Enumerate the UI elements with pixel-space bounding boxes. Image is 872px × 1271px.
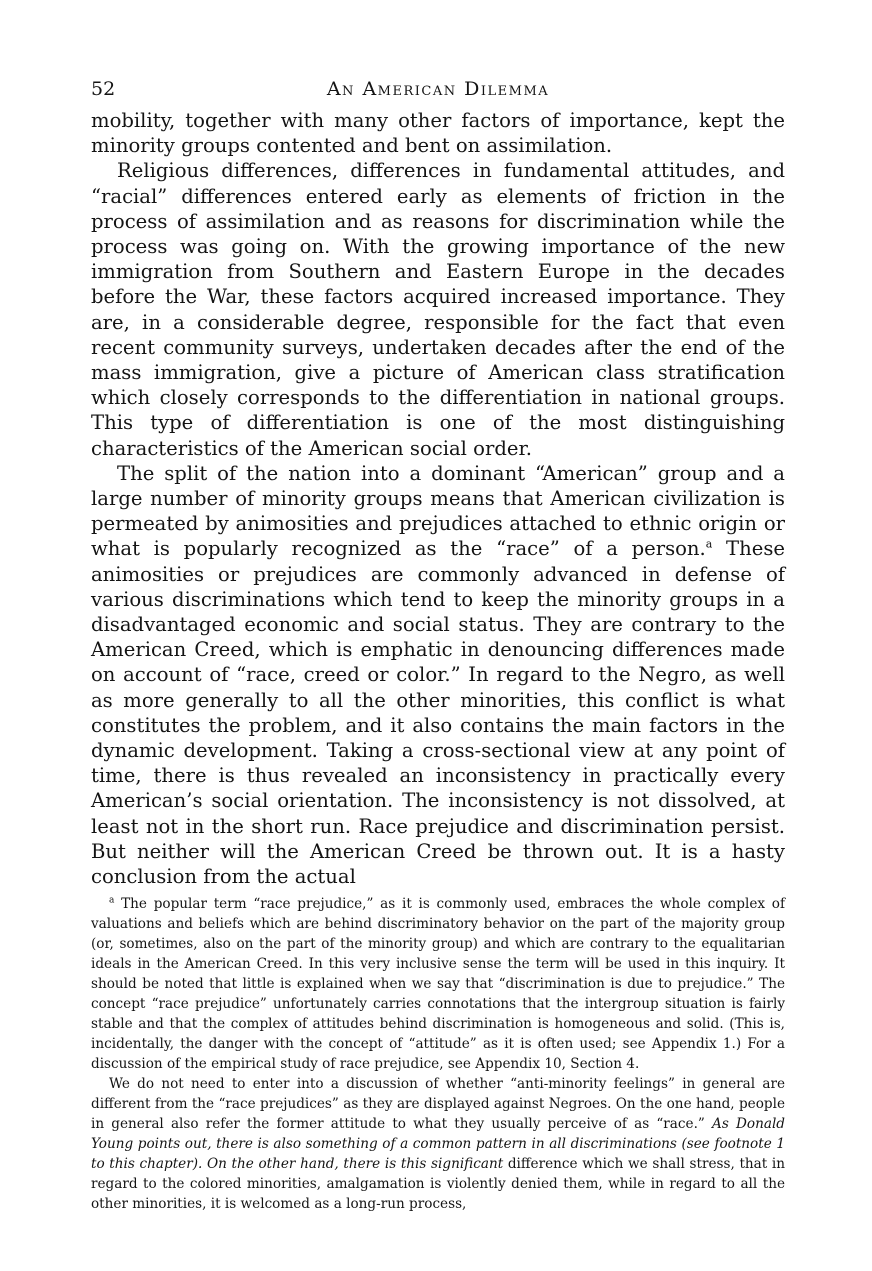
footnote-a [91, 894, 785, 1074]
footnote-text: difference which we shall stress, that in regard to the colored minorities, amalgamation is violently denied them, while in regard to all the other minorities, it is welcomed as a long-run process, [91, 1156, 786, 1213]
footnote-a-continued [91, 1074, 785, 1214]
paragraph-continued: mobility, together with many other factors of importance, kept the minority groups contented and bent on assimilation. [91, 109, 785, 158]
paragraph-text: The split of the nation into a dominant “American” group and a large number of minority groups means that American civilization is permeated by animosities and prejudices attached to ethnic origin or what is popularly recognized as the “race” of a person. [91, 461, 785, 561]
page-number: 52 [91, 78, 116, 100]
footnote-marker: a [109, 895, 115, 906]
footnotes [91, 894, 785, 1214]
footnote-reference: a [705, 537, 713, 551]
body-text [91, 108, 785, 889]
book-title: An American Dilemma [326, 78, 550, 100]
book-page [91, 78, 785, 1214]
paragraph-split-of-nation [91, 461, 785, 889]
paragraph-text: These animosities or prejudices are commonly advanced in defense of various discriminations which tend to keep the minority groups in a disadvantaged economic and social status. They are contrary to the American Creed, which is emphatic in denouncing differences made on account of “race, creed or color.” In regard to the Negro, as well as more generally to all the other minorities, this conflict is what constitutes the problem, and it also contains the main factors in the dynamic development. Taking a cross-sectional view at any point of time, there is thus revealed an inconsistency in practically every American’s social orientation. The inconsistency is not dissolved, at least not in the short run. Race prejudice and discrimination persist. But neither will the American Creed be thrown out. It is a hasty conclusion from the actual [91, 537, 785, 889]
paragraph-religious-differences: Religious differences, differences in fundamental attitudes, and “racial” differences entered early as elements of friction in the process of assimilation and as reasons for discrimination while the process was going on. With the growing importance of the new immigration from Southern and Eastern Europe in the decades before the War, these factors acquired increased importance. They are, in a considerable degree, responsible for the fact that even recent community surveys, undertaken decades after the end of the mass immigration, give a picture of American class stratification which closely corresponds to the differentiation in national groups. This type of differentiation is one of the most distinguishing characteristics of the American social order. [91, 159, 785, 460]
footnote-italic-text: As Donald Young points out, there is also something of a common pattern in all discriminations (see footnote 1 to this chapter). On the other hand, there is this significant [91, 1116, 785, 1173]
footnote-text: The popular term “race prejudice,” as it is commonly used, embraces the whole complex of valuations and beliefs which are behind discriminatory behavior on the part of the majority group (or, sometimes, also on the part of the minority group) and which are contrary to the equalitarian ideals in the American Creed. In this very inclusive sense the term will be used in this inquiry. It should be noted that little is explained when we say that “discrimination is due to prejudice.” The concept “race prejudice” unfortunately carries connotations that the intergroup situation is fairly stable and that the complex of attitudes behind discrimination is homogeneous and solid. (This is, incidentally, the danger with the concept of “attitude” as it is often used; see Appendix 1.) For a discussion of the empirical study of race prejudice, see Appendix 10, Section 4. [91, 896, 786, 1073]
running-head [91, 78, 785, 108]
footnote-text: We do not need to enter into a discussion of whether “anti-minority feelings” in general are different from the “race prejudices” as they are displayed against Negroes. On the one hand, people in general also refer the former attitude to what they usually perceive of as “race.” [91, 1076, 785, 1133]
